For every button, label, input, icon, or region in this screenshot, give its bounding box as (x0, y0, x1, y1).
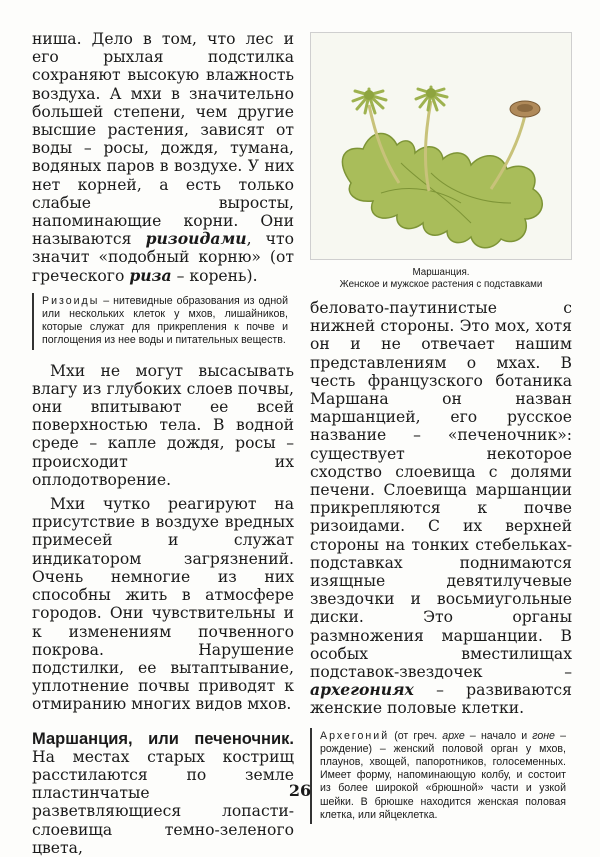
paragraph-5: беловато-паутинистые с нижней стороны. Это мох, хотя он и не отвечает нашим представлениям о мхах. В честь французского ботаника Маршана он назван маршанцией, его русское название – «печеночник»: существует некоторое сходство слоевища с долями печени. Слоевища маршанции прикрепляются к почве ризоидами. С их верхней стороны на тонких стебельках-подставках поднимаются изящные девятилучевые звездочки и восьмиугольные диски. Это органы размножения маршанции. В особых вместилищах подставок-звездочек – архегониях – развиваются женские половые клетки. (310, 299, 572, 718)
marchantia-illustration (310, 32, 572, 260)
definition-archegonium: Архегоний (от греч. архе – начало и гоне – рождение) – женский половой орган у мхов, плаунов, хвощей, папоротников, голосеменных. Имеет форму, напоминающую колбу, и состоит из более широкой «брюшной» части и узкой шейки. В брюшке находится женская половая клетка, или яйцеклетка. (310, 728, 572, 824)
term-riza: риза (129, 265, 172, 285)
marchantia-plant-image (311, 33, 571, 259)
term-rhizoids: ризоидами (145, 229, 247, 249)
left-column (32, 30, 294, 857)
definition-rhizoids: Ризоиды – нитевидные образования из одной или нескольких клеток у мхов, лишайников, которые служат для прикрепления к почве и поглощения из нее воды и питательных веществ. (32, 293, 294, 350)
definition-term: Архегоний (320, 729, 390, 742)
figure-caption (310, 267, 572, 290)
male-receptacle-disc (510, 101, 540, 117)
paragraph-1: ниша. Дело в том, что лес и его рыхлая подстилка сохраняют высокую влажность воздуха. А мхи в значительно большей степени, чем другие высшие растения, зависят от воды – росы, дождя, тумана, водяных паров в воздухе. У них нет корней, а есть только слабые выросты, напоминающие корни. Они называются ризоидами, что значит «подобный корню» (от греческого риза – корень). (32, 30, 294, 285)
term-archegonia: архегониях (310, 680, 414, 700)
paragraph-4: Маршанция, или печеночник. На местах старых кострищ расстилаются по земле пластинчатые разветвляющиеся лопасти-слоевища темно-зеленого цвета, (32, 729, 294, 857)
right-column (310, 32, 572, 824)
caption-text: Женское и мужское растения с подставками (339, 278, 543, 290)
caption-title: Маршанция. (412, 267, 470, 278)
paragraph-2: Мхи не могут высасывать влагу из глубоких слоев почвы, они впитывают ее всей поверхностью тела. В водной среде – капле дождя, росы – происходит их оплодотворение. (32, 361, 294, 489)
section-heading: Маршанция, или печеночник. (32, 729, 294, 748)
paragraph-3: Мхи чутко реагируют на присутствие в воздухе вредных примесей и служат индикатором загрязнений. Очень немногие из них способны жить в атмосфере городов. Они чувствительны и к изменениям почвенного покрова. Нарушение подстилки, ее вытаптывание, уплотнение почвы приводят к отмиранию многих видов мхов. (32, 495, 294, 714)
definition-term: Ризоиды (42, 294, 100, 307)
page-number: 26 (288, 781, 312, 800)
